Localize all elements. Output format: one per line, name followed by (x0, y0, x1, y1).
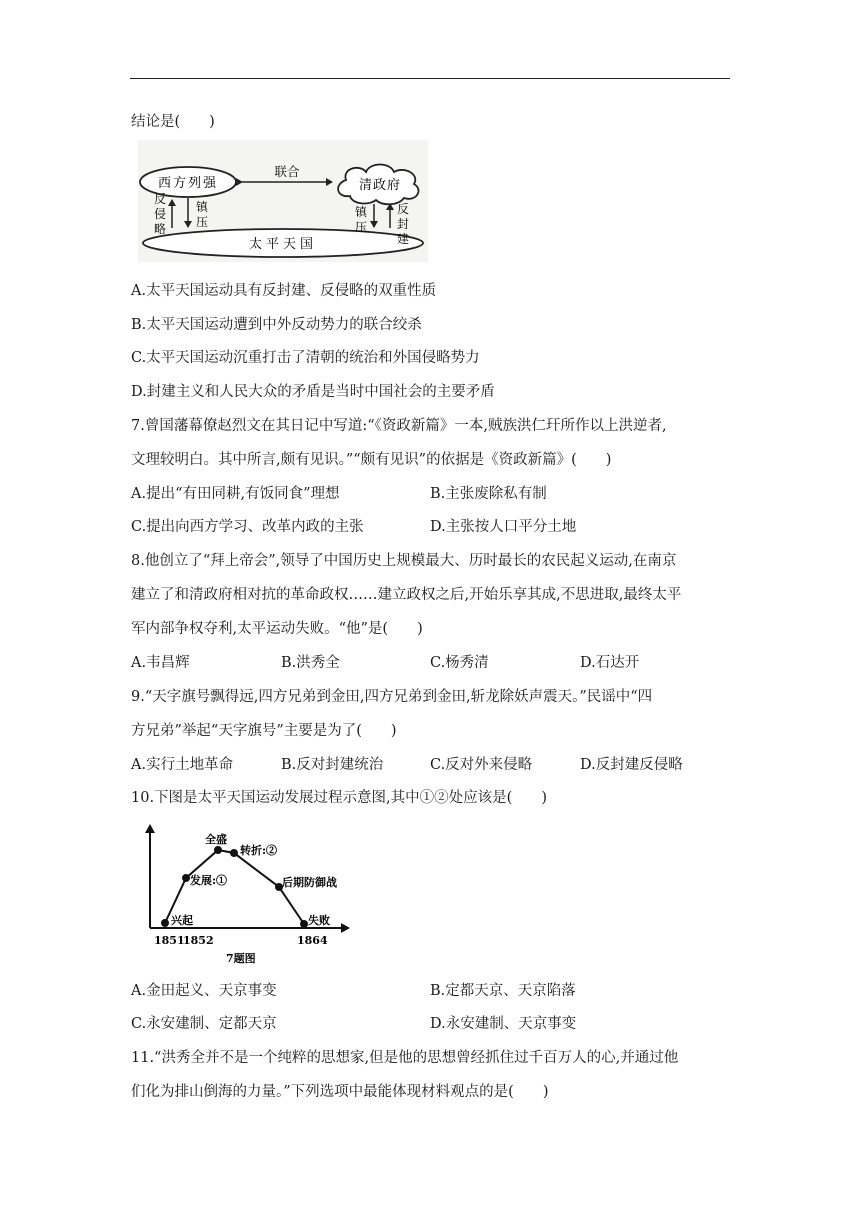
point-fail (300, 920, 308, 928)
q7-stem-line-2: 文理较明白。其中所言,颇有见识。”“颇有见识”的依据是《资政新篇》( ) (131, 452, 612, 468)
label-fail: 失败 (308, 914, 330, 927)
q6-option-b[interactable]: B.太平天国运动遭到中外反动势力的联合绞杀 (131, 317, 422, 333)
year-1864: 1864 (297, 934, 328, 947)
q9-option-c[interactable]: C.反对外来侵略 (430, 757, 533, 773)
q7-option-c[interactable]: C.提出向西方学习、改革内政的主张 (131, 519, 364, 535)
label-rise: 兴起 (171, 914, 193, 927)
point-peak (214, 846, 222, 854)
q8-option-a[interactable]: A.韦昌辉 (131, 655, 190, 671)
q8-option-b[interactable]: B.洪秀全 (281, 655, 340, 671)
alliance-label: 联合 (274, 164, 300, 179)
q8-option-c[interactable]: C.杨秀清 (430, 655, 489, 671)
label-turn: 转折:② (240, 844, 278, 857)
q9-stem-line-2: 方兄弟”举起“天字旗号”主要是为了( ) (131, 723, 397, 739)
suppress-right-label: 镇压 (354, 205, 368, 234)
q10-stem: 10.下图是太平天国运动发展过程示意图,其中①②处应该是( ) (131, 790, 547, 806)
taiping-label: 太平天国 (248, 237, 318, 252)
q6-option-d[interactable]: D.封建主义和人民大众的矛盾是当时中国社会的主要矛盾 (131, 384, 495, 400)
label-late-defense: 后期防御战 (282, 876, 337, 889)
q9-option-a[interactable]: A.实行土地革命 (131, 757, 234, 773)
q11-stem-line-1: 11.“洪秀全并不是一个纯粹的思想家,但是他的思想曾经抓住过千百万人的心,并通过他 (131, 1050, 679, 1066)
q10-option-c[interactable]: C.永安建制、定都天京 (131, 1016, 277, 1032)
q7-option-b[interactable]: B.主张废除私有制 (430, 486, 547, 502)
year-1851: 1851 (154, 934, 185, 947)
q8-option-d[interactable]: D.石达开 (580, 655, 640, 671)
q7-stem-line-1: 7.曾国藩幕僚赵烈文在其日记中写道:“《资政新篇》一本,贼族洪仁玕所作以上洪逆者, (131, 418, 667, 434)
q11-stem-line-2: 们化为排山倒海的力量。”下列选项中最能体现材料观点的是( ) (131, 1084, 549, 1100)
q10-option-d[interactable]: D.永安建制、天京事变 (430, 1016, 577, 1032)
q7-option-d[interactable]: D.主张按人口平分土地 (430, 519, 577, 535)
point-turn (230, 849, 238, 857)
year-1852: 1852 (183, 934, 214, 947)
q7-option-a[interactable]: A.提出“有田同耕,有饭同食”理想 (131, 486, 340, 502)
q8-stem-line-3: 军内部争权夺利,太平运动失败。“他”是( ) (131, 621, 423, 637)
q10-process-chart (138, 820, 356, 968)
anti-feudal-label: 反封建 (396, 202, 410, 246)
point-develop (182, 874, 190, 882)
anti-aggression-label: 反侵略 (153, 192, 167, 236)
q9-option-b[interactable]: B.反对封建统治 (281, 757, 384, 773)
chart-caption: 7题图 (226, 952, 256, 965)
point-rise (161, 919, 169, 927)
q8-stem-line-2: 建立了和清政府相对抗的革命政权……建立政权之后,开始乐享其成,不思进取,最终太平 (131, 587, 682, 603)
q6-option-c[interactable]: C.太平天国运动沉重打击了清朝的统治和外国侵略势力 (131, 350, 480, 366)
q6-option-a[interactable]: A.太平天国运动具有反封建、反侵略的双重性质 (131, 283, 437, 299)
q9-stem-line-1: 9.“天字旗号飘得远,四方兄弟到金田,四方兄弟到金田,斩龙除妖声震天。”民谣中“四 (131, 689, 653, 705)
suppress-left-label: 镇压 (195, 200, 209, 229)
q10-option-b[interactable]: B.定都天京、天京陷落 (430, 983, 576, 999)
q6-relationship-diagram (138, 140, 428, 262)
header-rule (130, 78, 730, 79)
west-powers-label: 西方列强 (157, 176, 219, 191)
q6-stem-end: 结论是( ) (131, 114, 215, 130)
qing-label: 清政府 (358, 178, 402, 193)
q10-option-a[interactable]: A.金田起义、天京事变 (131, 983, 277, 999)
label-peak: 全盛 (205, 833, 227, 846)
q8-stem-line-1: 8.他创立了“拜上帝会”,领导了中国历史上规模最大、历时最长的农民起义运动,在南京 (131, 553, 677, 569)
label-develop: 发展:① (190, 874, 228, 887)
q9-option-d[interactable]: D.反封建反侵略 (580, 757, 683, 773)
